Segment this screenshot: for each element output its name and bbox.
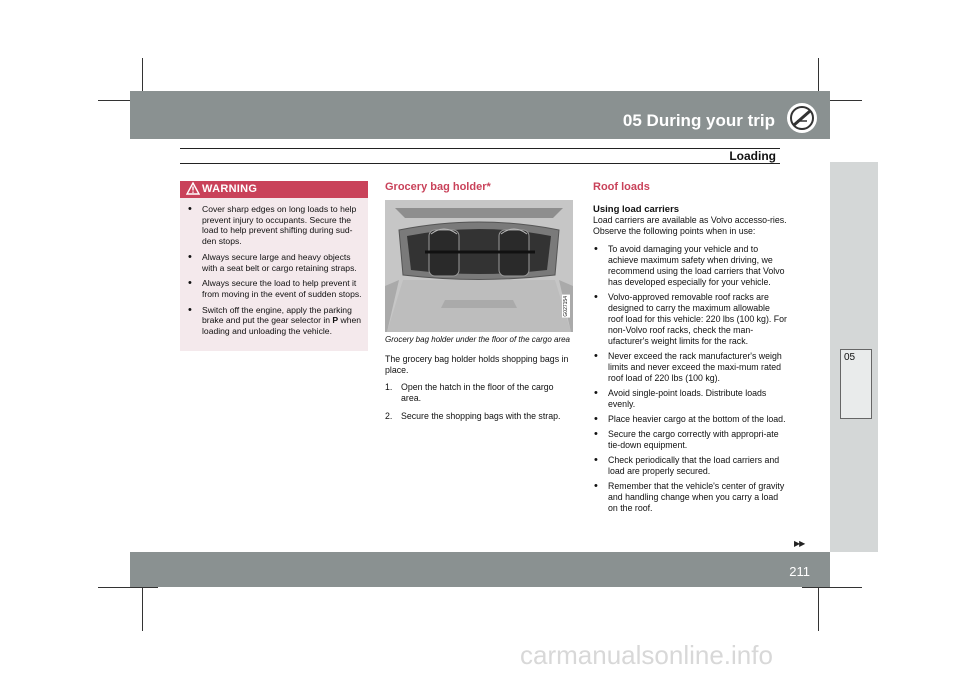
cargo-area-illustration bbox=[385, 200, 573, 332]
warning-item-tail: when loading and unloading the vehicle. bbox=[202, 315, 362, 337]
warning-box bbox=[180, 181, 368, 351]
roof-item: • Place heavier cargo at the bottom of the load. bbox=[593, 414, 787, 425]
roof-item: • Avoid single-point loads. Distribute loads evenly. bbox=[593, 388, 787, 410]
chapter-tab-label: 05 bbox=[844, 352, 856, 363]
step-number: 1. bbox=[385, 381, 393, 392]
warning-item bbox=[184, 305, 363, 337]
grocery-bag-figure bbox=[385, 200, 573, 332]
warning-header bbox=[180, 181, 368, 198]
crop-mark bbox=[802, 587, 862, 588]
grocery-heading: Grocery bag holder* bbox=[385, 181, 491, 193]
page-number: 211 bbox=[789, 564, 810, 579]
warning-item: • Always secure large and heavy objects with a seat belt or cargo retaining straps. bbox=[184, 252, 363, 273]
warning-item: • Cover sharp edges on long loads to help prevent injury to occupants. Secure the load to help prevent shifting during sud-den stops. bbox=[184, 204, 363, 247]
roof-item: • To avoid damaging your vehicle and to achieve maximum safety when driving, we recommend using the load carriers that Volvo has developed especially for your vehicle. bbox=[593, 244, 787, 288]
roof-subheading: Using load carriers bbox=[593, 204, 680, 215]
roof-item: • Volvo-approved removable roof racks are designed to carry the maximum allowable roof load for this vehicle: 220 lbs (100 kg). For non-Volvo roof racks, check the man-ufacturer's weight limits for the rack. bbox=[593, 292, 787, 347]
step-item bbox=[385, 382, 573, 404]
roof-item: • Never exceed the rack manufacturer's weigh limits and never exceed the maxi-mum rated roof load of 220 lbs (100 kg). bbox=[593, 351, 787, 384]
roof-item: • Secure the cargo correctly with appropri-ate tie-down equipment. bbox=[593, 429, 787, 451]
warning-item: • Always secure the load to help prevent it from moving in the event of sudden stops. bbox=[184, 278, 363, 299]
roof-section bbox=[593, 181, 787, 518]
footer-band bbox=[130, 552, 830, 587]
watermark: carmanualsonline.info bbox=[520, 640, 773, 670]
roof-heading: Roof loads bbox=[593, 181, 650, 193]
roof-intro: Load carriers are available as Volvo accesso-ries. Observe the following points when in use: bbox=[593, 215, 787, 236]
continue-arrows-icon: ▶▶ bbox=[794, 539, 805, 548]
grocery-body: The grocery bag holder holds shopping bags in place. bbox=[385, 353, 569, 375]
grocery-steps bbox=[385, 382, 573, 422]
roof-list bbox=[593, 244, 787, 514]
warning-item-text: Switch off the engine, apply the parking brake and put the gear selector in bbox=[202, 304, 352, 326]
figure-code: G027154 bbox=[563, 296, 569, 317]
grocery-section bbox=[385, 181, 573, 429]
step-text: Open the hatch in the floor of the cargo area. bbox=[401, 381, 554, 403]
roof-item: • Remember that the vehicle's center of gravity and handling change when you carry a load on the roof. bbox=[593, 481, 787, 514]
steering-wheel-icon bbox=[785, 101, 819, 135]
crop-mark bbox=[98, 587, 158, 588]
warning-title: WARNING bbox=[202, 183, 258, 195]
chapter-tab bbox=[840, 349, 872, 419]
figure-caption: Grocery bag holder under the floor of the cargo area bbox=[385, 335, 570, 344]
step-number: 2. bbox=[385, 410, 393, 421]
warning-list bbox=[180, 204, 368, 337]
step-item bbox=[385, 411, 573, 422]
section-label: Loading bbox=[729, 149, 776, 163]
warning-triangle-icon bbox=[186, 182, 200, 195]
chapter-title: 05 During your trip bbox=[622, 111, 775, 130]
section-bar bbox=[180, 148, 780, 164]
roof-item: • Check periodically that the load carriers and load are properly secured. bbox=[593, 455, 787, 477]
step-text: Secure the shopping bags with the strap. bbox=[401, 410, 561, 421]
gear-position: P bbox=[332, 315, 339, 326]
